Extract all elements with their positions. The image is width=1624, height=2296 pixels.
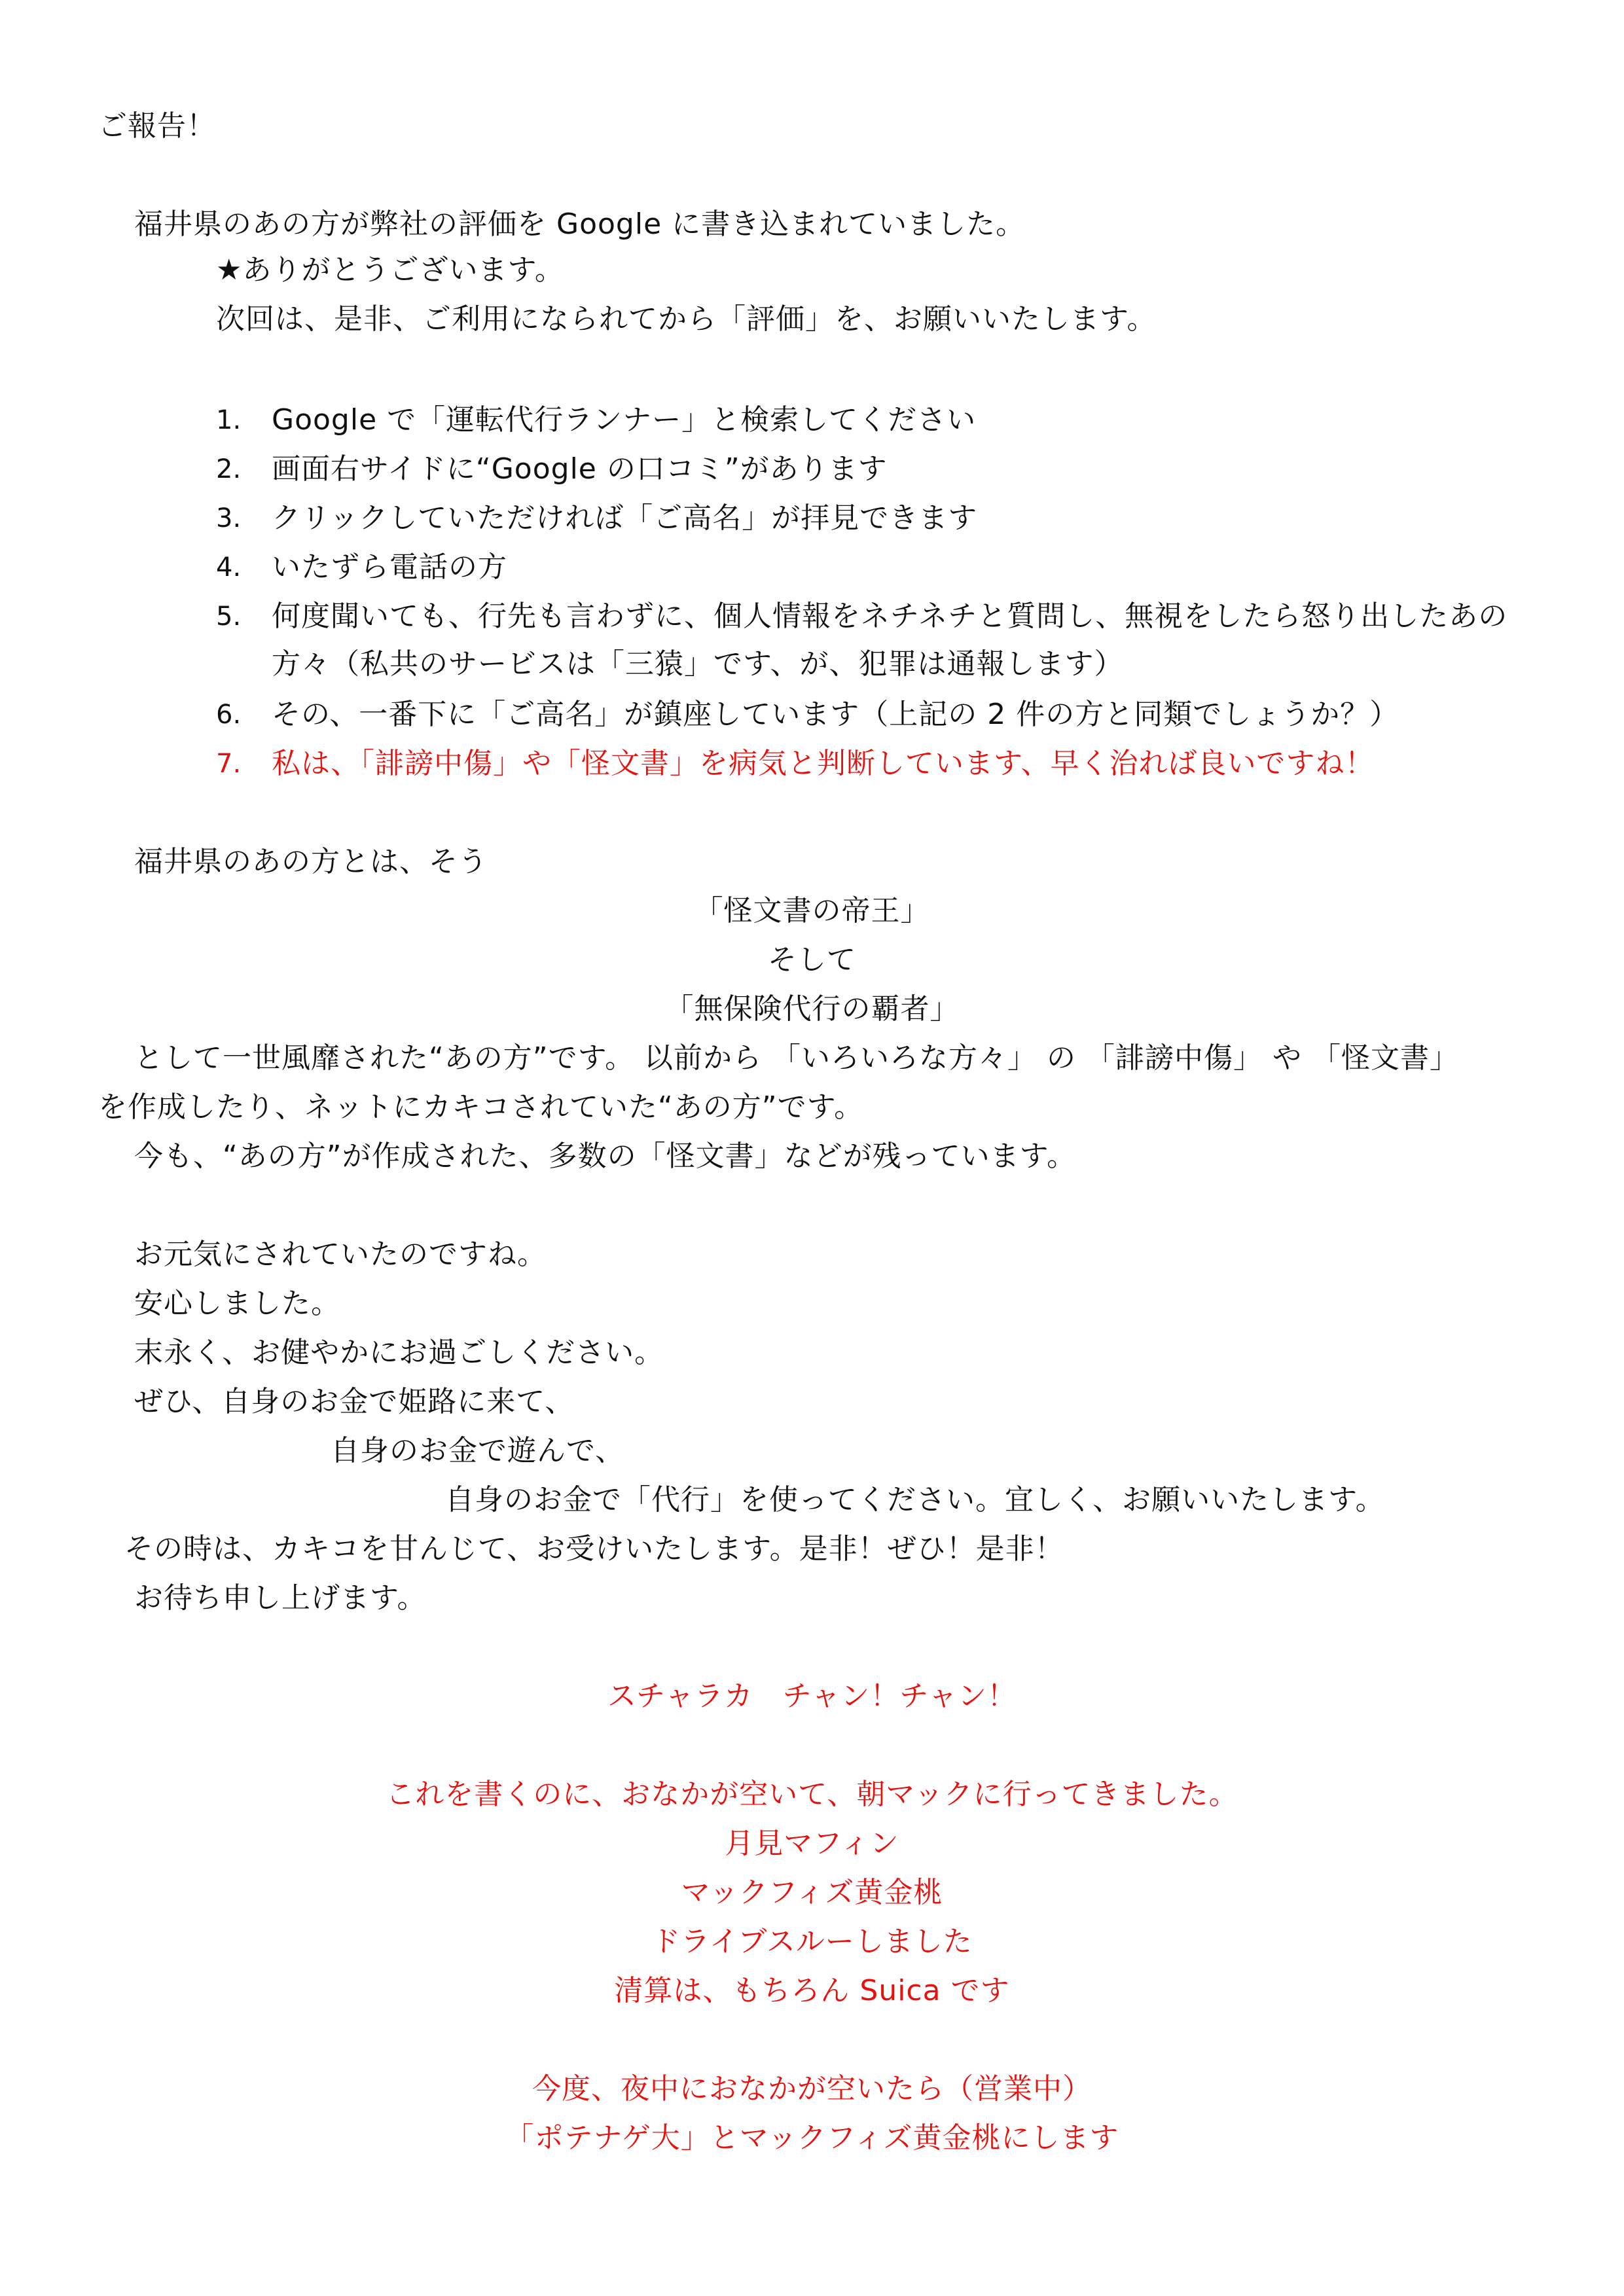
page-title: ご報告！ [98, 109, 216, 143]
section2-paragraph-3: 今も、“あの方”が作成された、多数の「怪文書」などが残っています。 [134, 1139, 1077, 1173]
intro-line-1: 福井県のあの方が弊社の評価を Google に書き込まれていました。 [134, 207, 1026, 241]
list-number: 1. [216, 405, 242, 435]
footer-line-2: 月見マフィン [725, 1827, 899, 1860]
section3-line-6: 自身のお金で「代行」を使ってください。宜しく、お願いいたします。 [445, 1483, 1385, 1516]
section3-line-5: 自身のお金で遊んで、 [331, 1434, 625, 1467]
list-number: 3. [216, 503, 242, 533]
list-item: いたずら電話の方 [272, 550, 507, 584]
section3-line-8: お待ち申し上げます。 [134, 1581, 427, 1615]
list-item: クリックしていただければ「ご高名」が拝見できます [272, 501, 978, 535]
list-item: 何度聞いても、行先も言わずに、個人情報をネチネチと質問し、無視をしたら怒り出したあの [272, 600, 1508, 633]
list-item: Google で「運転代行ランナー」と検索してください [272, 403, 977, 437]
list-number: 2. [216, 454, 242, 484]
list-number: 6. [216, 700, 242, 730]
section2-title-2: そして [768, 943, 856, 977]
list-number: 7. [216, 749, 242, 779]
list-item: 画面右サイドに“Google の口コミ”があります [272, 452, 888, 486]
intro-line-3: 次回は、是非、ご利用になられてから「評価」を、お願いいたします。 [216, 302, 1157, 336]
list-item-highlight: 私は、「誹謗中傷」や「怪文書」を病気と判断しています、早く治れば良いですね！ [272, 747, 1375, 780]
footer-line-1: これを書くのに、おなかが空いて、朝マックに行ってきました。 [386, 1778, 1238, 1811]
section3-line-1: お元気にされていたのですね。 [134, 1238, 547, 1271]
list-item: その、一番下に「ご高名」が鎮座しています（上記の 2 件の方と同類でしょうか？） [272, 698, 1399, 731]
section3-line-3: 末永く、お健やかにお過ごしください。 [134, 1336, 664, 1369]
list-number: 5. [216, 601, 242, 632]
footer-line-7: 「ポテナゲ大」とマックフィズ黄金桃にします [505, 2121, 1119, 2155]
footer-line-6: 今度、夜中におなかが空いたら（営業中） [532, 2072, 1092, 2106]
section2-title-1: 「怪文書の帝王」 [694, 894, 930, 927]
footer-line-4: ドライブスルーしました [651, 1925, 973, 1958]
section2-paragraph-2: を作成したり、ネットにカキコされていた“あの方”です。 [98, 1090, 864, 1124]
footer-cheer: スチャラカ チャン！チャン！ [607, 1679, 1017, 1713]
section2-lead: 福井県のあの方とは、そう [134, 845, 488, 878]
list-number: 4. [216, 552, 242, 583]
section3-line-7: その時は、カキコを甘んじて、お受けいたします。是非！ぜひ！是非！ [124, 1532, 1064, 1566]
footer-line-3: マックフィズ黄金桃 [681, 1876, 943, 1909]
footer-line-5: 清算は、もちろん Suica です [614, 1974, 1010, 2007]
section2-title-3: 「無保険代行の覇者」 [664, 992, 960, 1026]
section3-line-4: ぜひ、自身のお金で姫路に来て、 [134, 1385, 575, 1418]
intro-line-2: ★ありがとうございます。 [216, 253, 564, 287]
section3-line-2: 安心しました。 [134, 1287, 340, 1320]
list-item-continuation: 方々（私共のサービスは「三猿」です、が、犯罪は通報します） [272, 647, 1124, 681]
section2-paragraph-1: として一世風靡された“あの方”です。 以前から 「いろいろな方々」 の 「誹謗中傷」 や 「怪文書」 [134, 1041, 1459, 1075]
